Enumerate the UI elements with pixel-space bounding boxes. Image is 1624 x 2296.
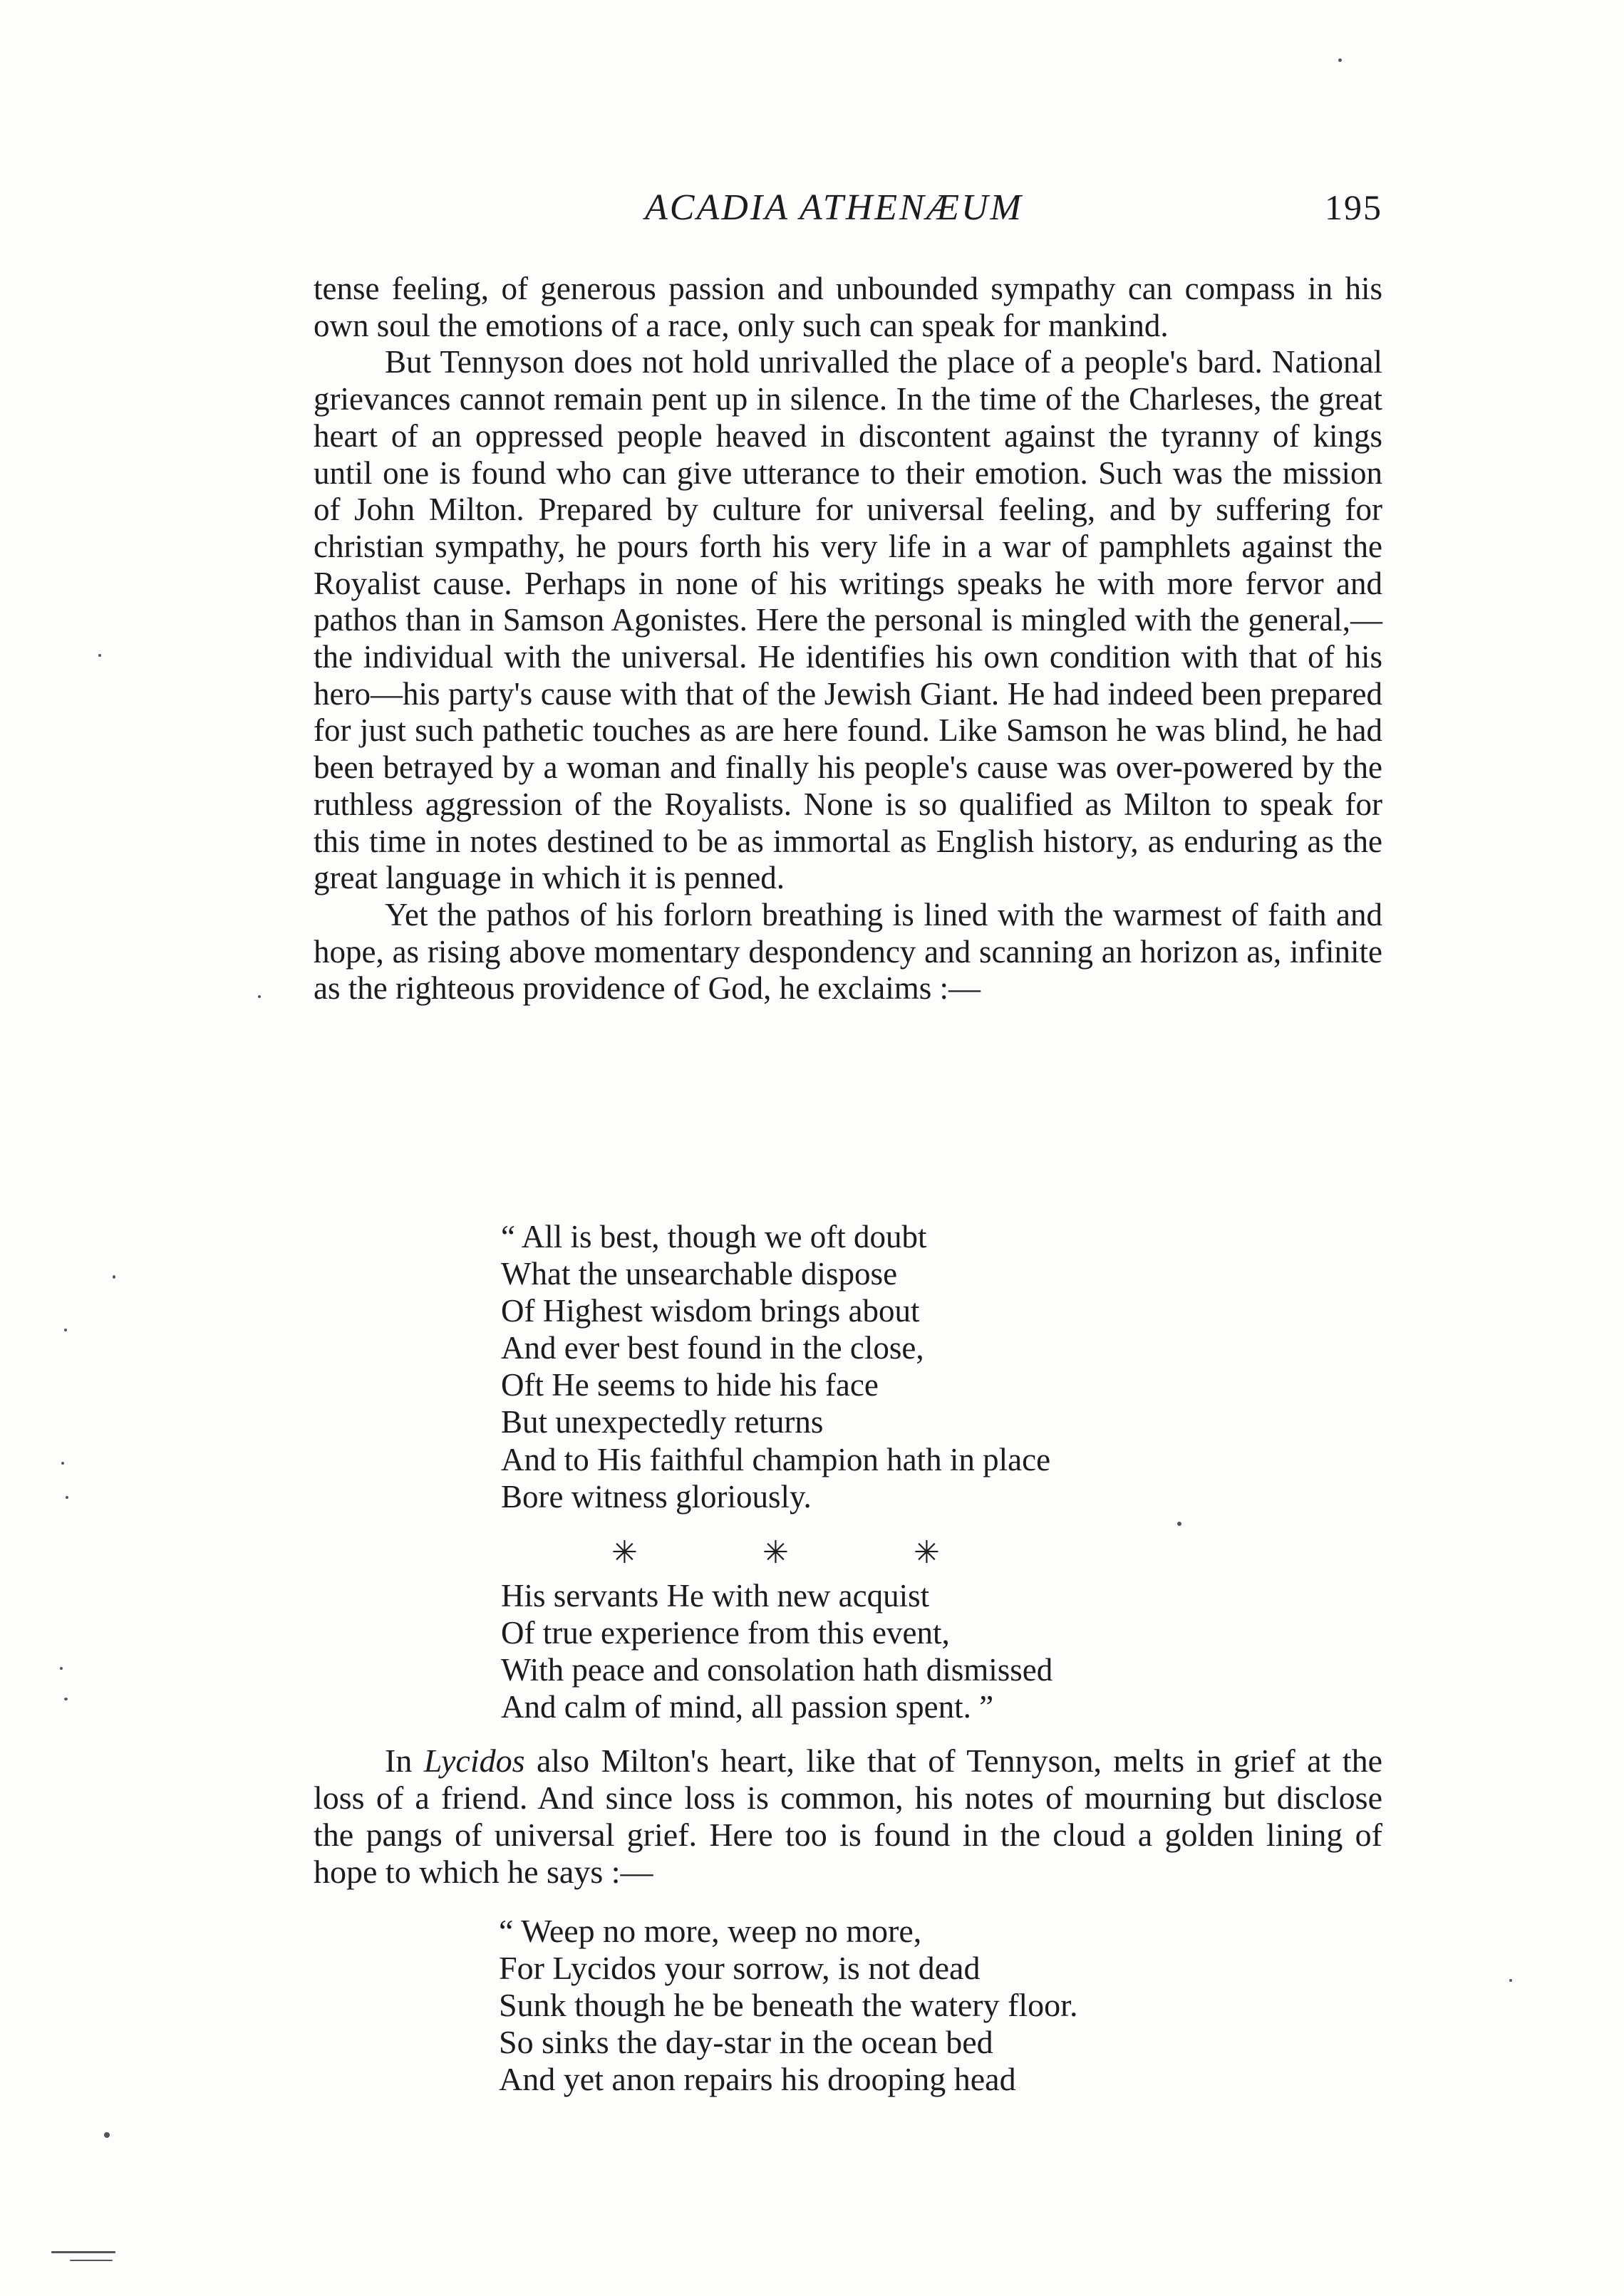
verse-line: Of Highest wisdom brings about bbox=[501, 1293, 920, 1329]
running-title: ACADIA ATHENÆUM bbox=[645, 187, 1023, 228]
paragraph-rest: also Milton's heart, like that of Tennyson, melts in grief at the loss of a friend. And since loss is common, his notes of mourning but disclose the pangs of universal grief. Here too is found in the cloud a golden lining of hope to which he says :— bbox=[314, 1742, 1382, 1890]
scan-speck bbox=[70, 2260, 113, 2261]
scan-speck bbox=[64, 1329, 67, 1331]
scan-speck bbox=[61, 1462, 64, 1465]
verse-line: But unexpectedly returns bbox=[501, 1404, 824, 1440]
scan-speck bbox=[60, 1667, 63, 1670]
page-header bbox=[314, 187, 1382, 237]
work-title-lycidos: Lycidos bbox=[423, 1742, 525, 1779]
verse-line: With peace and consolation hath dismissed bbox=[501, 1652, 1053, 1688]
page-number: 195 bbox=[1325, 187, 1382, 227]
verse-line: Oft He seems to hide his face bbox=[501, 1367, 879, 1403]
paragraph-tennyson-milton: But Tennyson does not hold unrivalled the place of a people's bard. National grievances cannot remain pent up in silence. In the time of the Charleses, the great heart of an oppressed people heaved in discontent against the tyranny of kings until one is found who can give utterance to their emotion. Such was the mission of John Milton. Prepared by culture for universal feeling, and by suffering for christian sympathy, he pours forth his very life in a war of pamphlets against the Royalist cause. Perhaps in none of his writings speaks he with more fervor and pathos than in Samson Agonistes. Here the personal is mingled with the general,—the individual with the universal. He identifies his own condition with that of his hero—his party's cause with that of the Jewish Giant. He had indeed been prepared for just such pathetic touches as are here found. Like Samson he was blind, he had been betrayed by a woman and finally his people's cause was over-powered by the ruthless aggression of the Royalists. None is so qualified as Milton to speak for this time in notes destined to be as immortal as English history, as enduring as the great language in which it is penned. bbox=[314, 344, 1382, 896]
scan-speck bbox=[66, 1496, 68, 1499]
verse-line: And ever best found in the close, bbox=[501, 1330, 924, 1366]
section-break-asterisks bbox=[611, 1534, 1065, 1571]
verse-line: And calm of mind, all passion spent. ” bbox=[501, 1689, 994, 1725]
verse-line: And yet anon repairs his drooping head bbox=[499, 2061, 1016, 2098]
verse-line: So sinks the day-star in the ocean bed bbox=[499, 2024, 993, 2061]
verse-line: What the unsearchable dispose bbox=[501, 1256, 898, 1292]
scan-speck bbox=[1509, 1979, 1512, 1982]
verse-line: Of true experience from this event, bbox=[501, 1615, 950, 1651]
asterisk-ornament: ✳ bbox=[611, 1535, 638, 1570]
scan-speck bbox=[1338, 58, 1342, 62]
verse-quotation-samson-ending bbox=[501, 1577, 1053, 1725]
verse-line: And to His faithful champion hath in place bbox=[501, 1441, 1051, 1477]
verse-line: His servants He with new acquist bbox=[501, 1578, 930, 1614]
verse-line: Bore witness gloriously. bbox=[501, 1478, 812, 1515]
verse-line: For Lycidos your sorrow, is not dead bbox=[499, 1950, 981, 1987]
scan-speck bbox=[1177, 1522, 1181, 1526]
verse-quotation-lycidos bbox=[499, 1913, 1077, 2098]
paragraph-lead: In bbox=[385, 1742, 424, 1779]
scan-speck bbox=[104, 2132, 110, 2138]
verse-line: Sunk though he be beneath the watery floor. bbox=[499, 1987, 1078, 2024]
verse-line: “ All is best, though we oft doubt bbox=[501, 1219, 927, 1255]
asterisk-ornament: ✳ bbox=[762, 1535, 789, 1570]
paragraph-faith-and-hope: Yet the pathos of his forlorn breathing is lined with the warmest of faith and hope, as rising above momentary despondency and scanning an horizon as, infinite as the righteous providence of God, he exclaims :— bbox=[314, 896, 1382, 1007]
main-text-block bbox=[314, 271, 1382, 1007]
verse-line: “ Weep no more, weep no more, bbox=[499, 1913, 922, 1949]
lycidos-text-block bbox=[314, 1742, 1382, 1891]
scan-speck bbox=[51, 2251, 115, 2253]
scan-speck bbox=[64, 1698, 68, 1700]
scan-speck bbox=[98, 654, 101, 657]
verse-quotation-samson bbox=[501, 1218, 1050, 1515]
paragraph-continued: tense feeling, of generous passion and unbounded sympathy can compass in his own soul the emotions of a race, only such can speak for mankind. bbox=[314, 271, 1382, 343]
scan-speck bbox=[258, 995, 261, 998]
asterisk-ornament: ✳ bbox=[914, 1535, 940, 1570]
paragraph-lycidos bbox=[314, 1742, 1382, 1891]
scan-speck bbox=[113, 1275, 115, 1279]
